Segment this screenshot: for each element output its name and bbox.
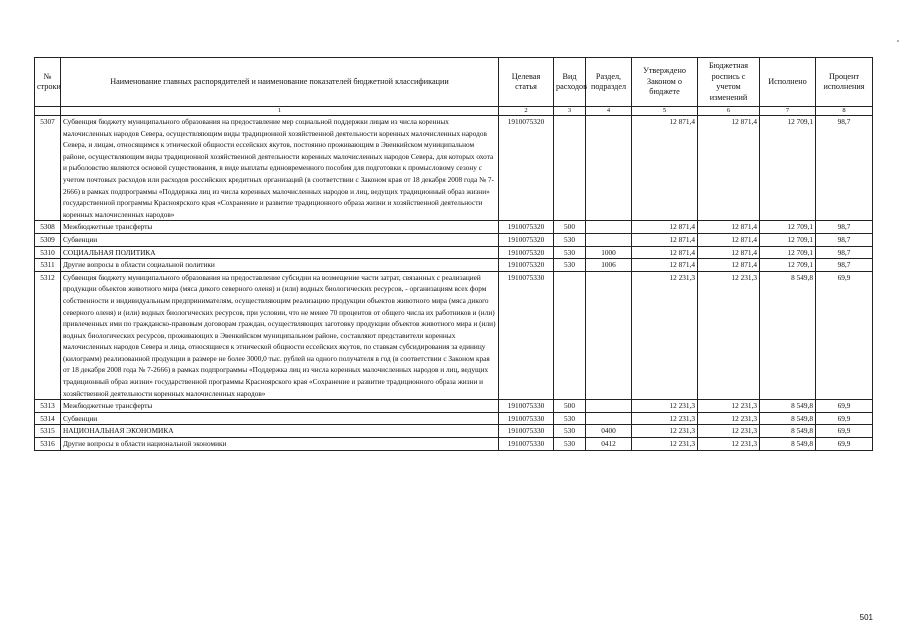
header-target-item: Целевая статья xyxy=(499,58,554,107)
row-executed: 12 709,1 xyxy=(760,221,816,234)
row-target-item: 1910075320 xyxy=(499,246,554,259)
table-body xyxy=(35,116,873,451)
column-number: 1 xyxy=(61,107,499,116)
row-expense-type: 530 xyxy=(554,425,586,438)
row-section xyxy=(586,116,632,221)
row-approved: 12 871,4 xyxy=(632,233,698,246)
table-row xyxy=(35,412,873,425)
row-section: 1000 xyxy=(586,246,632,259)
row-approved: 12 871,4 xyxy=(632,246,698,259)
row-expense-type: 500 xyxy=(554,400,586,413)
row-approved: 12 231,3 xyxy=(632,412,698,425)
row-percent: 98,7 xyxy=(816,116,873,221)
row-expense-type: 530 xyxy=(554,233,586,246)
row-number: 5316 xyxy=(35,438,61,451)
row-approved: 12 871,4 xyxy=(632,221,698,234)
row-name: Субвенция бюджету муниципального образования на предоставление мер социальной поддержки лицам из числа коренных малочисленных народов Севера, осуществляющим виды традиционной хозяйственной деятельности коренных малочисленных народов Севера, и лицам, относящимся к этнической общности ессейских якутов, постоянно проживающим в Эвенкийском муниципальном районе, осуществляющим виды традиционной хозяйственной деятельности коренных малочисленных народов Севера, для которых охота и рыболовство являются основой существования, в виде выплаты единовременного пособия для подготовки к промысловому сезону с учетом почтовых расходов или расходов российских кредитных организаций (в соответствии с Законом края от 18 декабря 2008 года № 7-2666) в рамках подпрограммы «Поддержка лиц из числа коренных малочисленных народов и лиц, ведущих традиционный образ жизни» государственной программы Красноярского края «Сохранение и развитие традиционного образа жизни и хозяйственной деятельности коренных малочисленных народов» xyxy=(61,116,499,221)
row-expense-type: 500 xyxy=(554,221,586,234)
row-expense-type xyxy=(554,271,586,400)
table-row xyxy=(35,233,873,246)
row-percent: 69,9 xyxy=(816,412,873,425)
row-expense-type: 530 xyxy=(554,438,586,451)
table-row xyxy=(35,271,873,400)
row-percent: 98,7 xyxy=(816,259,873,272)
table-row xyxy=(35,221,873,234)
row-executed: 8 549,8 xyxy=(760,400,816,413)
row-approved: 12 231,3 xyxy=(632,438,698,451)
row-name: Субвенция бюджету муниципального образования на предоставление субсидии на возмещение части затрат, связанных с реализацией продукции объектов животного мира (мяса дикого северного оленя) и (или) водных биологических ресурсов, - организациям всех форм собственности и индивидуальным предпринимателям, осуществляющим реализацию продукции объектов животного мира (мяса дикого северного оленя) и (или) водных биологических ресурсов, при условии, что не менее 70 процентов от общего числа их работников и (или) привлеченных ими по гражданско-правовым договорам граждан, осуществляющих заготовку продукции объектов животного мира и (или) водных биологических ресурсов, проживающих в Эвенкийском муниципальном районе, составляют представители коренных малочисленных народов Севера и лица, относящиеся к этнической общности ессейских якутов, по ставкам субсидирования за единицу (килограмм) реализованной продукции в размере не более 3000,0 тыс. рублей на одного получателя в год (в соответствии с Законом края от 18 декабря 2008 года № 7-2666) в рамках подпрограммы «Поддержка лиц из числа коренных малочисленных народов и лиц, ведущих традиционный образ жизни» государственной программы Красноярского края «Сохранение и развитие традиционного образа жизни и хозяйственной деятельности коренных малочисленных народов» xyxy=(61,271,499,400)
row-expense-type: 530 xyxy=(554,246,586,259)
row-expense-type xyxy=(554,116,586,221)
row-executed: 8 549,8 xyxy=(760,271,816,400)
header-row xyxy=(35,58,873,107)
column-number: 6 xyxy=(698,107,760,116)
header-budget-list: Бюджетная роспись с учетом изменений xyxy=(698,58,760,107)
row-executed: 8 549,8 xyxy=(760,425,816,438)
row-approved: 12 231,3 xyxy=(632,271,698,400)
row-percent: 69,9 xyxy=(816,400,873,413)
page-number: 501 xyxy=(859,613,873,622)
table-row xyxy=(35,438,873,451)
column-number: 4 xyxy=(586,107,632,116)
row-number: 5311 xyxy=(35,259,61,272)
row-number: 5313 xyxy=(35,400,61,413)
row-number: 5310 xyxy=(35,246,61,259)
row-approved: 12 871,4 xyxy=(632,116,698,221)
row-target-item: 1910075330 xyxy=(499,271,554,400)
row-percent: 98,7 xyxy=(816,246,873,259)
row-section xyxy=(586,233,632,246)
row-section: 0412 xyxy=(586,438,632,451)
row-executed: 8 549,8 xyxy=(760,412,816,425)
row-section: 0400 xyxy=(586,425,632,438)
row-approved: 12 871,4 xyxy=(632,259,698,272)
header-name: Наименование главных распорядителей и наименование показателей бюджетной классификации xyxy=(61,58,499,107)
column-number: 8 xyxy=(816,107,873,116)
row-number: 5309 xyxy=(35,233,61,246)
row-budget-list: 12 231,3 xyxy=(698,400,760,413)
row-budget-list: 12 231,3 xyxy=(698,412,760,425)
table-row xyxy=(35,259,873,272)
table-row xyxy=(35,246,873,259)
header-expense-type: Вид расходов xyxy=(554,58,586,107)
row-number: 5315 xyxy=(35,425,61,438)
row-name: Другие вопросы в области национальной экономики xyxy=(61,438,499,451)
row-target-item: 1910075330 xyxy=(499,412,554,425)
row-percent: 98,7 xyxy=(816,233,873,246)
row-target-item: 1910075330 xyxy=(499,425,554,438)
row-percent: 69,9 xyxy=(816,425,873,438)
row-number: 5312 xyxy=(35,271,61,400)
row-budget-list: 12 231,3 xyxy=(698,271,760,400)
row-name: НАЦИОНАЛЬНАЯ ЭКОНОМИКА xyxy=(61,425,499,438)
row-target-item: 1910075320 xyxy=(499,221,554,234)
column-number: 3 xyxy=(554,107,586,116)
scan-mark xyxy=(897,40,899,42)
row-name: СОЦИАЛЬНАЯ ПОЛИТИКА xyxy=(61,246,499,259)
row-executed: 8 549,8 xyxy=(760,438,816,451)
row-name: Другие вопросы в области социальной политики xyxy=(61,259,499,272)
row-name: Субвенции xyxy=(61,233,499,246)
row-budget-list: 12 231,3 xyxy=(698,425,760,438)
row-number: 5308 xyxy=(35,221,61,234)
column-number-row xyxy=(35,107,873,116)
budget-table xyxy=(34,57,873,451)
row-budget-list: 12 871,4 xyxy=(698,233,760,246)
row-section xyxy=(586,221,632,234)
row-budget-list: 12 871,4 xyxy=(698,116,760,221)
row-section: 1006 xyxy=(586,259,632,272)
header-section: Раздел, подраздел xyxy=(586,58,632,107)
row-expense-type: 530 xyxy=(554,259,586,272)
column-number xyxy=(35,107,61,116)
header-percent: Процент исполнения xyxy=(816,58,873,107)
row-percent: 98,7 xyxy=(816,221,873,234)
column-number: 5 xyxy=(632,107,698,116)
row-approved: 12 231,3 xyxy=(632,400,698,413)
row-budget-list: 12 871,4 xyxy=(698,221,760,234)
row-executed: 12 709,1 xyxy=(760,246,816,259)
row-budget-list: 12 231,3 xyxy=(698,438,760,451)
row-target-item: 1910075320 xyxy=(499,233,554,246)
row-executed: 12 709,1 xyxy=(760,116,816,221)
row-executed: 12 709,1 xyxy=(760,233,816,246)
table-row xyxy=(35,400,873,413)
table-row xyxy=(35,116,873,221)
header-approved: Утверждено Законом о бюджете xyxy=(632,58,698,107)
row-section xyxy=(586,400,632,413)
row-percent: 69,9 xyxy=(816,271,873,400)
table-row xyxy=(35,425,873,438)
row-name: Субвенции xyxy=(61,412,499,425)
row-number: 5307 xyxy=(35,116,61,221)
row-name: Межбюджетные трансферты xyxy=(61,221,499,234)
row-section xyxy=(586,271,632,400)
row-target-item: 1910075330 xyxy=(499,438,554,451)
row-executed: 12 709,1 xyxy=(760,259,816,272)
row-approved: 12 231,3 xyxy=(632,425,698,438)
row-target-item: 1910075320 xyxy=(499,259,554,272)
column-number: 7 xyxy=(760,107,816,116)
column-number: 2 xyxy=(499,107,554,116)
row-name: Межбюджетные трансферты xyxy=(61,400,499,413)
row-budget-list: 12 871,4 xyxy=(698,259,760,272)
row-expense-type: 530 xyxy=(554,412,586,425)
row-number: 5314 xyxy=(35,412,61,425)
row-percent: 69,9 xyxy=(816,438,873,451)
header-row-no: № строки xyxy=(35,58,61,107)
header-executed: Исполнено xyxy=(760,58,816,107)
row-budget-list: 12 871,4 xyxy=(698,246,760,259)
row-target-item: 1910075330 xyxy=(499,400,554,413)
row-section xyxy=(586,412,632,425)
row-target-item: 1910075320 xyxy=(499,116,554,221)
